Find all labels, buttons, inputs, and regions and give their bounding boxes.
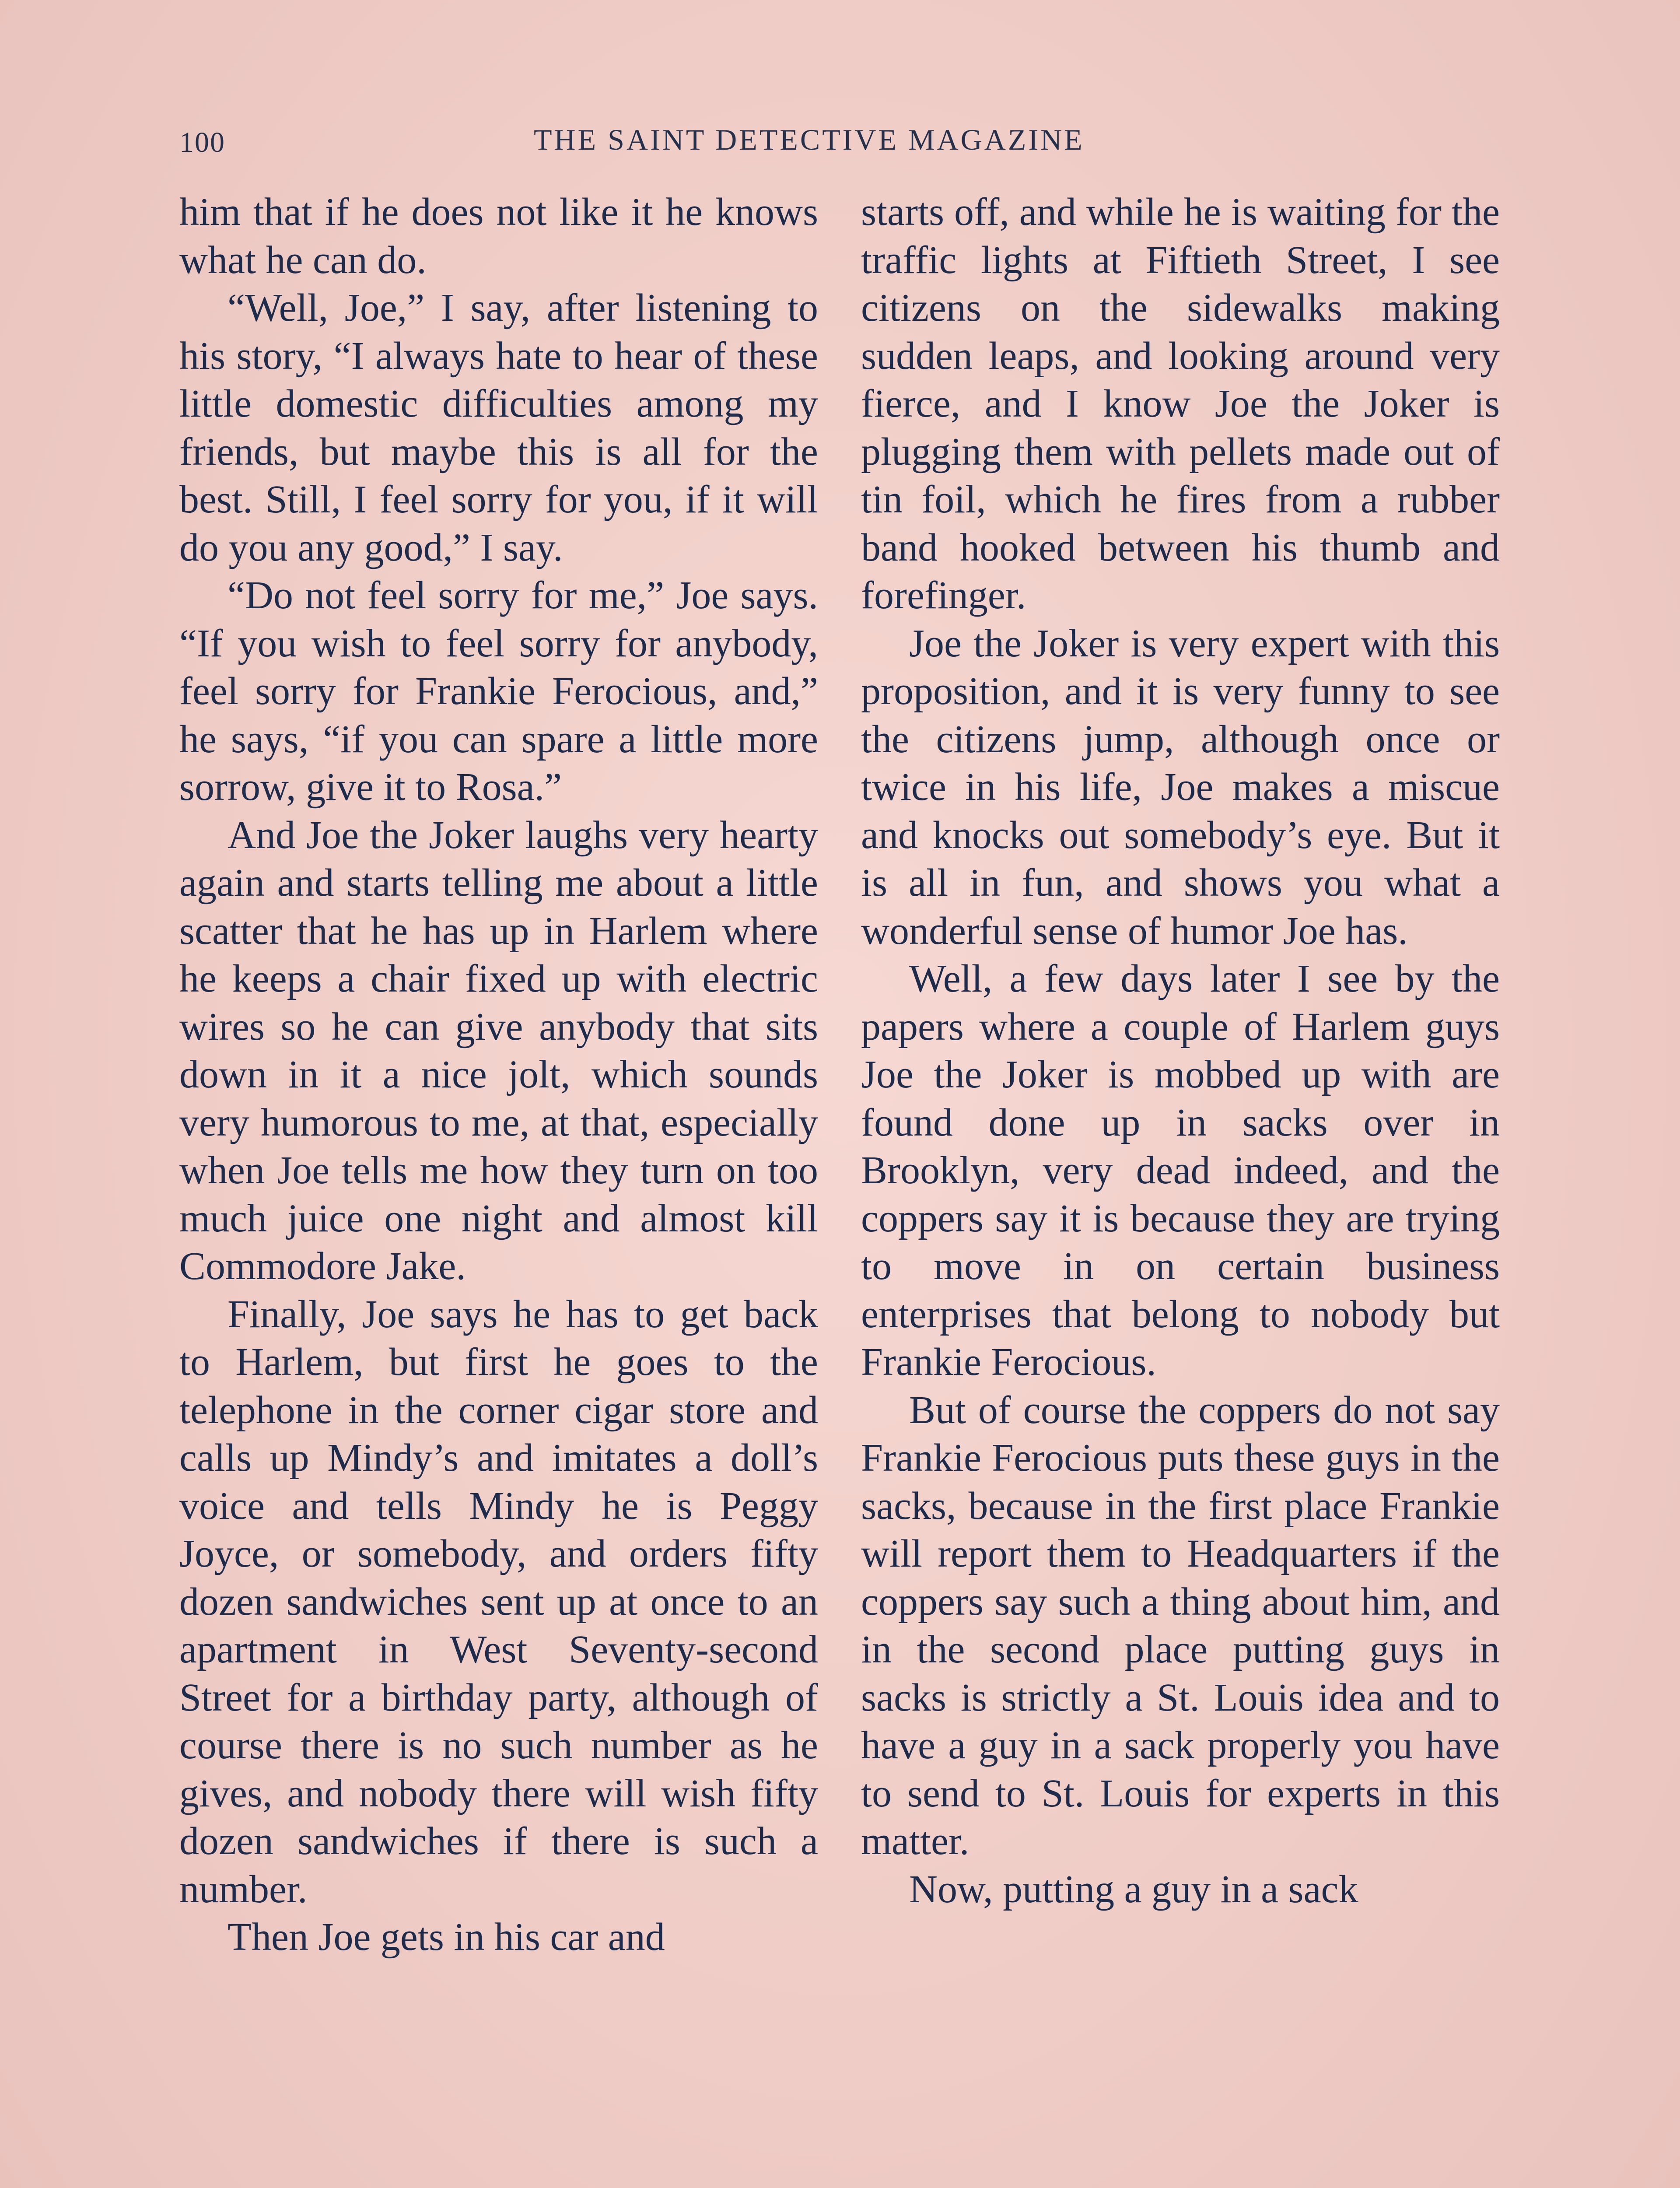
paragraph: Well, a few days later I see by the papers where a couple of Harlem guys Joe the Joker is mobbed up with are found done up in sacks over in Brooklyn, very dead indeed, and the coppers say it is because they are trying to move in on certain business enterprises that belong to nobody but Frankie Ferocious.: [861, 957, 1500, 1384]
right-text-column: [861, 188, 1500, 1913]
page-number: 100: [179, 126, 225, 158]
page-header: [179, 123, 1501, 171]
paragraph: Joe the Joker is very expert with this proposition, and it is very funny to see the citizens jump, although once or twice in his life, Joe makes a miscue and knocks out somebody’s eye. But it is all in fun, and shows you what a wonderful sense of humor Joe has.: [861, 621, 1500, 953]
paragraph: And Joe the Joker laughs very hearty again and starts telling me about a little scatter that he has up in Harlem where he keeps a chair fixed up with electric wires so he can give anybody that sits down in it a nice jolt, which sounds very humorous to me, at that, especially when Joe tells me how they turn on too much juice one night and almost kill Commodore Jake.: [179, 813, 818, 1288]
paragraph: But of course the coppers do not say Frankie Ferocious puts these guys in the sacks, because in the first place Frankie will report them to Headquarters if the coppers say such a thing about him, and in the second place putting guys in sacks is strictly a St. Louis idea and to have a guy in a sack properly you have to send to St. Louis for experts in this matter.: [861, 1388, 1500, 1863]
paragraph: him that if he does not like it he knows what he can do.: [179, 190, 818, 282]
paragraph: “Well, Joe,” I say, after listening to his story, “I always hate to hear of these little domestic difficulties among my friends, but maybe this is all for the best. Still, I feel sorry for you, if it will do you any good,” I say.: [179, 286, 818, 569]
paragraph: “Do not feel sorry for me,” Joe says. “If you wish to feel sorry for anybody, feel sorry for Frankie Ferocious, and,” he says, “if you can spare a little more sorrow, give it to Rosa.”: [179, 574, 818, 809]
paragraph: Then Joe gets in his car and: [228, 1915, 665, 1959]
left-text-column: [179, 188, 818, 1961]
paragraph: starts off, and while he is waiting for the traffic lights at Fiftieth Street, I see citizens on the sidewalks making sudden leaps, and looking around very fierce, and I know Joe the Joker is plugging them with pellets made out of tin foil, which he fires from a rubber band hooked between his thumb and forefinger.: [861, 190, 1500, 617]
running-title: THE SAINT DETECTIVE MAGAZINE: [534, 123, 1085, 156]
paragraph: Finally, Joe says he has to get back to Harlem, but first he goes to the telephone in the corner cigar store and calls up Mindy’s and imitates a doll’s voice and tells Mindy he is Peggy Joyce, or somebody, and orders fifty dozen sandwiches sent up at once to an apartment in West Seventy-second Street for a birthday party, although of course there is no such number as he gives, and nobody there will wish fifty dozen sandwiches if there is such a number.: [179, 1292, 818, 1911]
paragraph: Now, putting a guy in a sack: [909, 1867, 1358, 1911]
